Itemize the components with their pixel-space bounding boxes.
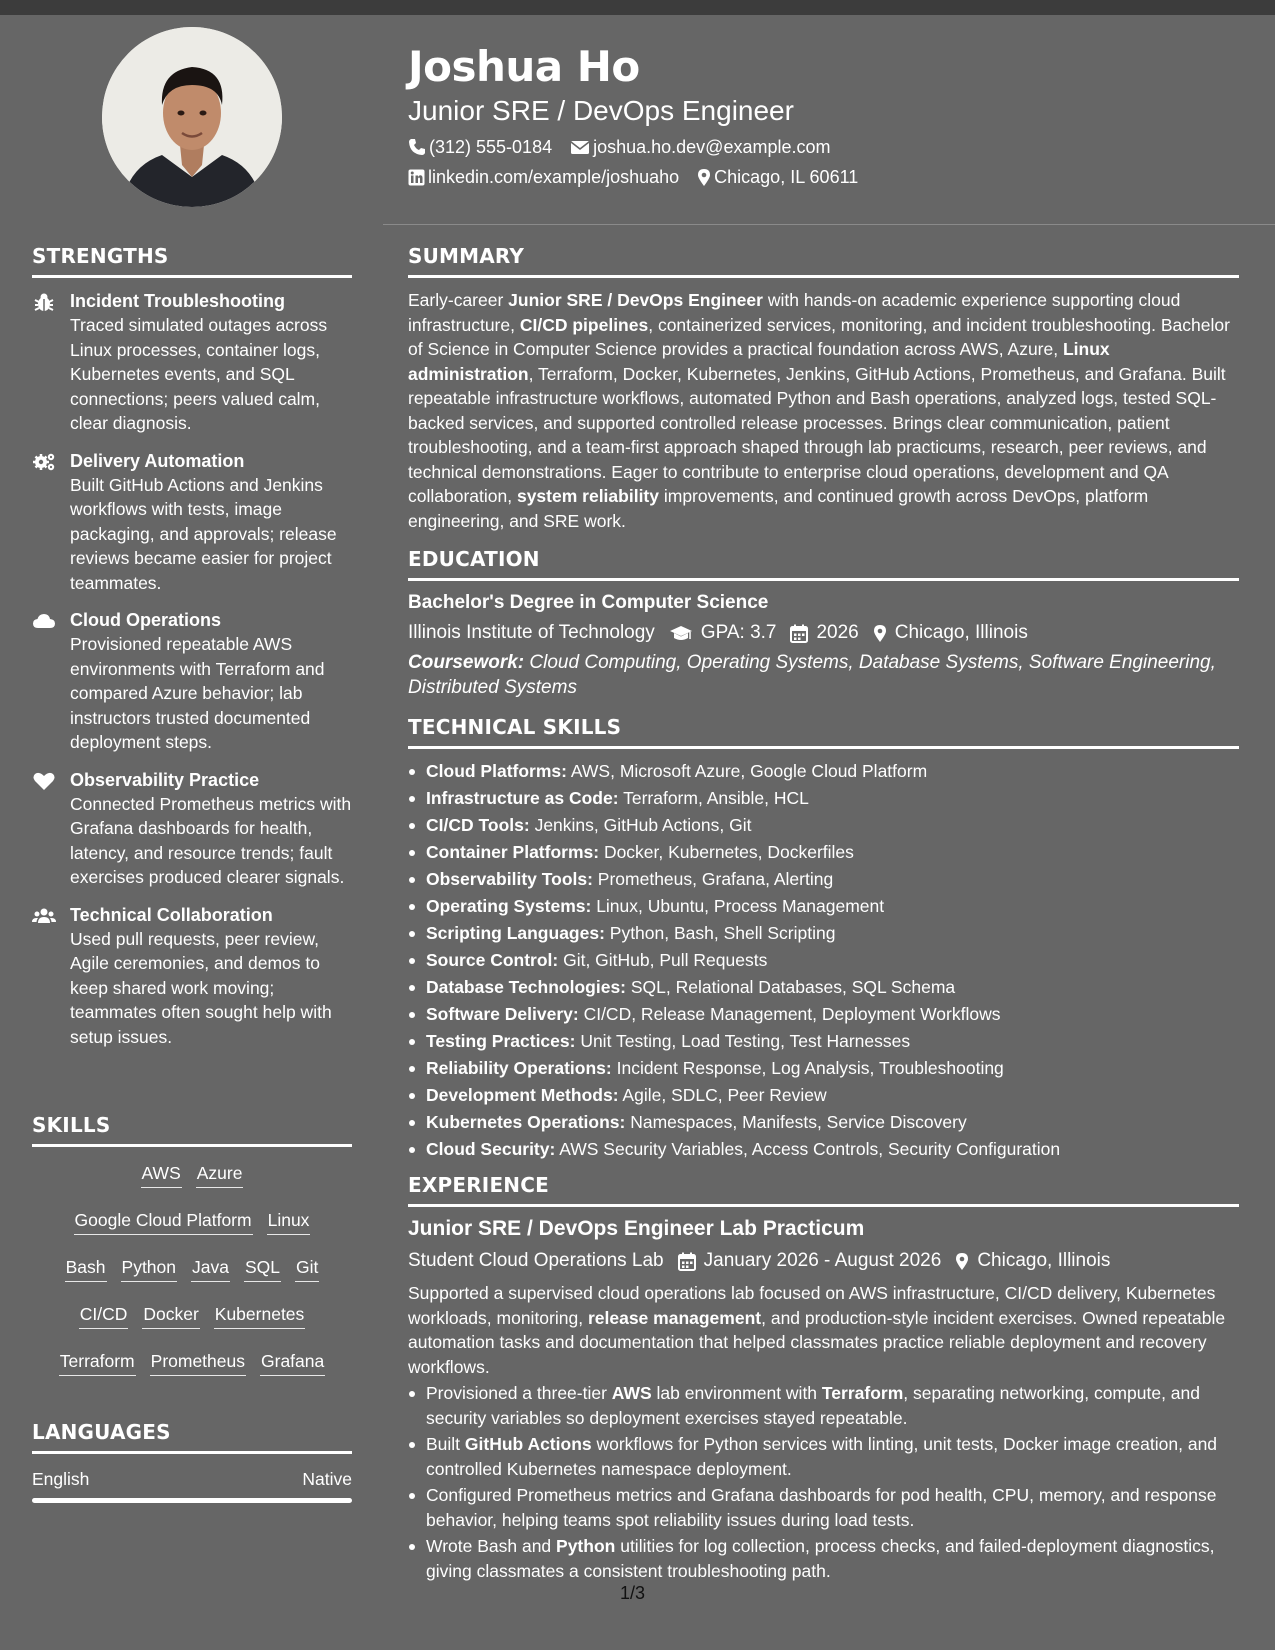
location-text: Chicago, IL 60611	[714, 167, 859, 187]
skill-chip: Python	[121, 1255, 177, 1282]
skill-chip: Linux	[267, 1208, 311, 1235]
skill-chip: Google Cloud Platform	[74, 1208, 253, 1235]
technical-skill-item	[408, 758, 1239, 785]
strength-item	[32, 904, 352, 1050]
year-text: 2026	[816, 622, 859, 643]
skill-category: Development Methods:	[426, 1085, 619, 1105]
job-summary: Supported a supervised cloud operations lab focused on AWS infrastructure, CI/CD delivery, Kubernetes workloads, monitoring, release management, and production-style incident exercises. Owned repeatable automation tasks and documentation that helped classmates practice reliable deployment and recovery workflows.	[408, 1283, 1226, 1377]
technical-skill-item	[408, 812, 1239, 839]
bug-icon	[32, 292, 56, 312]
language-proficiency-bar	[32, 1498, 352, 1503]
strength-title: Delivery Automation	[70, 450, 245, 471]
map-pin-icon	[955, 1252, 969, 1271]
envelope-icon	[570, 139, 590, 155]
candidate-name: Joshua Ho	[408, 42, 640, 91]
strength-desc: Used pull requests, peer review, Agile ceremonies, and demos to keep shared work moving; teammates often sought help with setup issues.	[70, 928, 332, 1047]
technical-skills-list	[408, 758, 1239, 1163]
skill-values: Jenkins, GitHub Actions, Git	[529, 815, 752, 835]
skill-values: CI/CD, Release Management, Deployment Workflows	[578, 1004, 1001, 1024]
skill-chip: Java	[191, 1255, 230, 1282]
education-gpa	[669, 622, 777, 644]
school-name: Illinois Institute of Technology	[408, 622, 655, 643]
email-text: joshua.ho.dev@example.com	[593, 137, 831, 157]
section-rule	[408, 1204, 1239, 1207]
section-rule	[408, 746, 1239, 749]
coursework-text: Cloud Computing, Operating Systems, Database Systems, Software Engineering, Distributed Systems	[408, 652, 1216, 698]
coursework-label: Coursework:	[408, 652, 525, 673]
main-column	[408, 244, 1239, 1585]
education-location-text: Chicago, Illinois	[894, 622, 1028, 643]
skill-values: Linux, Ubuntu, Process Management	[591, 896, 885, 916]
strength-desc: Built GitHub Actions and Jenkins workflows with tests, image packaging, and approvals; release reviews became easier for project teammates.	[70, 474, 337, 593]
skill-values: SQL, Relational Databases, SQL Schema	[626, 977, 956, 997]
strengths-heading: STRENGTHS	[32, 244, 169, 268]
language-level: Native	[302, 1469, 352, 1489]
skill-row	[32, 1255, 352, 1282]
technical-skill-item	[408, 785, 1239, 812]
section-rule	[32, 1451, 352, 1454]
job-bullet: Built GitHub Actions workflows for Python services with linting, unit tests, Docker image creation, and controlled Kubernetes namespace deployment.	[408, 1432, 1239, 1481]
technical-skill-item	[408, 839, 1239, 866]
technical-skill-item	[408, 1055, 1239, 1082]
page-number: 1/3	[620, 1583, 646, 1603]
technical-skill-item	[408, 1001, 1239, 1028]
skills-section	[32, 1113, 352, 1396]
profile-photo	[102, 27, 282, 207]
skill-chips	[32, 1161, 352, 1376]
job-dates-text: January 2026 - August 2026	[703, 1250, 942, 1271]
skill-values: Prometheus, Grafana, Alerting	[592, 869, 834, 889]
skill-row	[32, 1208, 352, 1235]
summary-section	[408, 244, 1239, 533]
education-meta	[408, 622, 1239, 644]
summary-text: Early-career Junior SRE / DevOps Engineer with hands-on academic experience supporting cloud infrastructure, CI/CD pipelines, containerized services, monitoring, and incident troubleshooting. Bachelor of Science in Computer Science provides a practical foundation across AWS, Azure, Linux administration, Terraform, Docker, Kubernetes, Jenkins, GitHub Actions, Prometheus, and Grafana. Built repeatable infrastructure workflows, automated Python and Bash operations, analyzed logs, tested SQL-backed services, and supported controlled release processes. Brings clear communication, patient troubleshooting, and a team-first approach shaped through lab practicums, research, peer reviews, and technical demonstrations. Eager to contribute to enterprise cloud operations, development and QA collaboration, system reliability improvements, and continued growth across DevOps, platform engineering, and SRE work.	[408, 290, 1230, 531]
section-rule	[408, 275, 1239, 278]
technical-skill-item	[408, 974, 1239, 1001]
job-bullet: Provisioned a three-tier AWS lab environment with Terraform, separating networking, compute, and security variables so deployment exercises stayed repeatable.	[408, 1381, 1239, 1430]
skill-row	[32, 1302, 352, 1329]
skill-values: AWS Security Variables, Access Controls, Security Configuration	[555, 1139, 1061, 1159]
section-rule	[408, 578, 1239, 581]
technical-skills-heading: TECHNICAL SKILLS	[408, 715, 622, 739]
job-location-text: Chicago, Illinois	[977, 1250, 1111, 1271]
experience-section	[408, 1173, 1239, 1583]
skill-row	[32, 1161, 352, 1188]
skill-category: Kubernetes Operations:	[426, 1112, 626, 1132]
heart-icon	[32, 771, 56, 791]
gears-icon	[32, 452, 56, 472]
section-rule	[32, 1144, 352, 1147]
language-row	[32, 1469, 352, 1490]
skill-values: Agile, SDLC, Peer Review	[618, 1085, 827, 1105]
education-location	[873, 622, 1028, 644]
skill-category: Observability Tools:	[426, 869, 593, 889]
contact-linkedin	[408, 165, 679, 189]
technical-skill-item	[408, 866, 1239, 893]
strength-item	[32, 609, 352, 755]
job-meta	[408, 1250, 1239, 1272]
skill-values: Git, GitHub, Pull Requests	[558, 950, 768, 970]
contact-row	[408, 135, 1238, 159]
technical-skill-item	[408, 920, 1239, 947]
skill-category: Container Platforms:	[426, 842, 600, 862]
candidate-title: Junior SRE / DevOps Engineer	[408, 95, 794, 126]
strength-desc: Connected Prometheus metrics with Grafana dashboards for health, latency, and resource trends; fault exercises produced clearer signals.	[70, 793, 352, 887]
technical-skill-item	[408, 1028, 1239, 1055]
section-rule	[32, 275, 352, 278]
experience-heading: EXPERIENCE	[408, 1173, 549, 1197]
skill-category: Software Delivery:	[426, 1004, 579, 1024]
skill-chip: Azure	[196, 1161, 244, 1188]
languages-heading: LANGUAGES	[32, 1420, 171, 1444]
job-dates	[678, 1250, 942, 1272]
languages-section	[32, 1420, 352, 1503]
technical-skill-item	[408, 893, 1239, 920]
calendar-icon	[790, 624, 808, 643]
map-pin-icon	[873, 624, 887, 643]
skill-category: CI/CD Tools:	[426, 815, 530, 835]
skill-values: Docker, Kubernetes, Dockerfiles	[599, 842, 854, 862]
skill-row	[32, 1349, 352, 1376]
language-name: English	[32, 1469, 90, 1489]
skill-category: Database Technologies:	[426, 977, 627, 997]
header-divider	[383, 224, 1275, 225]
job-title: Junior SRE / DevOps Engineer Lab Practicum	[408, 1217, 865, 1240]
skill-values: Unit Testing, Load Testing, Test Harnesses	[575, 1031, 911, 1051]
degree-title: Bachelor's Degree in Computer Science	[408, 592, 769, 613]
skill-chip: Grafana	[260, 1349, 325, 1376]
users-icon	[32, 906, 56, 926]
job-bullets	[408, 1381, 1239, 1583]
job-bullet: Wrote Bash and Python utilities for log collection, process checks, and failed-deployment diagnostics, giving classmates a consistent troubleshooting path.	[408, 1534, 1239, 1583]
strength-title: Technical Collaboration	[70, 904, 273, 925]
contact-row	[408, 165, 1238, 189]
summary-heading: SUMMARY	[408, 244, 525, 268]
contact-email	[570, 135, 830, 159]
contact-location	[697, 165, 858, 189]
resume-header	[408, 41, 1238, 189]
strength-desc: Provisioned repeatable AWS environments with Terraform and compared Azure behavior; lab instructors trusted documented deployment steps.	[70, 634, 325, 752]
strength-item	[32, 769, 352, 890]
viewer-top-bar	[0, 0, 1275, 15]
strength-title: Observability Practice	[70, 769, 260, 790]
skill-category: Scripting Languages:	[426, 923, 605, 943]
skill-category: Cloud Security:	[426, 1139, 556, 1159]
cloud-icon	[32, 611, 56, 631]
linkedin-icon	[408, 169, 425, 186]
strength-title: Cloud Operations	[70, 610, 222, 630]
skill-category: Source Control:	[426, 950, 559, 970]
skill-chip: Git	[295, 1255, 319, 1282]
skill-values: Terraform, Ansible, HCL	[618, 788, 809, 808]
strength-desc: Traced simulated outages across Linux processes, container logs, Kubernetes events, and SQL connections; peers valued calm, clear diagnosis.	[70, 315, 328, 433]
contact-phone	[408, 135, 552, 159]
job-bullet: Configured Prometheus metrics and Grafana dashboards for pod health, CPU, memory, and response behavior, helping teams spot reliability issues during load tests.	[408, 1483, 1239, 1532]
strength-item	[32, 290, 352, 436]
education-section	[408, 547, 1239, 700]
skill-category: Infrastructure as Code:	[426, 788, 619, 808]
skill-chip: Terraform	[59, 1349, 136, 1376]
technical-skill-item	[408, 947, 1239, 974]
education-year	[790, 622, 858, 644]
skill-category: Cloud Platforms:	[426, 761, 567, 781]
skill-chip: Prometheus	[150, 1349, 246, 1376]
skill-category: Reliability Operations:	[426, 1058, 612, 1078]
skill-values: Namespaces, Manifests, Service Discovery	[625, 1112, 967, 1132]
technical-skills-section	[408, 715, 1239, 1163]
job-location	[955, 1250, 1110, 1272]
coursework	[408, 651, 1239, 700]
technical-skill-item	[408, 1136, 1239, 1163]
job-org: Student Cloud Operations Lab	[408, 1250, 664, 1271]
map-pin-icon	[697, 168, 711, 187]
skills-heading: SKILLS	[32, 1113, 111, 1137]
calendar-icon	[678, 1252, 696, 1271]
strength-item	[32, 450, 352, 596]
skill-category: Operating Systems:	[426, 896, 592, 916]
strength-title: Incident Troubleshooting	[70, 291, 285, 311]
resume-page	[0, 15, 1275, 1650]
skill-values: Python, Bash, Shell Scripting	[604, 923, 836, 943]
skill-values: Incident Response, Log Analysis, Troubleshooting	[611, 1058, 1004, 1078]
phone-text: (312) 555-0184	[429, 137, 553, 157]
skill-values: AWS, Microsoft Azure, Google Cloud Platform	[566, 761, 928, 781]
skill-chip: CI/CD	[79, 1302, 129, 1329]
technical-skill-item	[408, 1082, 1239, 1109]
phone-icon	[408, 138, 426, 156]
strengths-section	[32, 244, 352, 1049]
skill-chip: Docker	[142, 1302, 199, 1329]
skill-chip: AWS	[141, 1161, 182, 1188]
gpa-text: GPA: 3.7	[700, 622, 777, 643]
technical-skill-item	[408, 1109, 1239, 1136]
skill-chip: SQL	[244, 1255, 281, 1282]
skill-chip: Bash	[65, 1255, 107, 1282]
linkedin-text: linkedin.com/example/joshuaho	[428, 167, 680, 187]
skill-chip: Kubernetes	[214, 1302, 306, 1329]
graduation-cap-icon	[669, 624, 693, 642]
education-heading: EDUCATION	[408, 547, 540, 571]
skill-category: Testing Practices:	[426, 1031, 576, 1051]
